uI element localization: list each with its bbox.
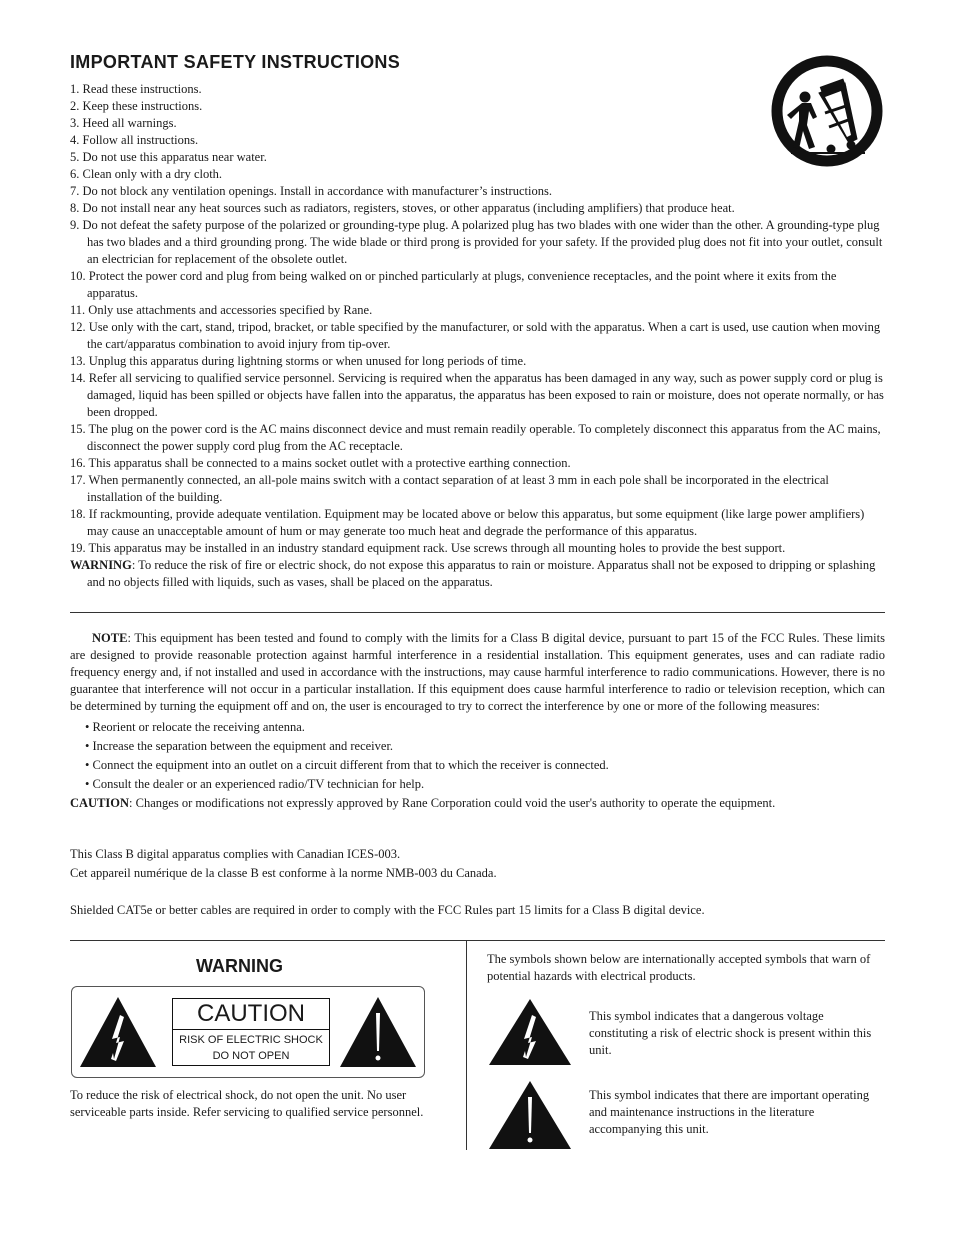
safety-instructions-list	[70, 81, 885, 591]
shielded-cable-notice: Shielded CAT5e or better cables are required in order to comply with the FCC Rules part 15 limits for a Class B digital device.	[70, 903, 705, 917]
column-divider	[466, 941, 467, 1150]
caution-title: CAUTION	[173, 999, 329, 1030]
voltage-symbol-text: This symbol indicates that a dangerous voltage constituting a risk of electric shock is present within this unit.	[589, 1009, 872, 1057]
list-item: 8. Do not install near any heat sources such as radiators, registers, stoves, or other apparatus (including amplifiers) that produce heat.	[70, 201, 735, 215]
list-item: 1. Read these instructions.	[70, 82, 202, 96]
warning-label: WARNING	[70, 558, 132, 572]
warning-text: : To reduce the risk of fire or electric shock, do not expose this apparatus to rain or moisture. Apparatus shall not be exposed to dripping or splashing and no objects filled with liquids, such as vases, shall be placed on the apparatus.	[87, 558, 876, 589]
list-item: • Reorient or relocate the receiving antenna.	[85, 720, 305, 734]
caution-label-box	[71, 986, 425, 1078]
safety-title: IMPORTANT SAFETY INSTRUCTIONS	[70, 52, 401, 72]
list-item: 5. Do not use this apparatus near water.	[70, 150, 267, 164]
list-item: 11. Only use attachments and accessories specified by Rane.	[70, 303, 373, 317]
note-text: : This equipment has been tested and found to comply with the limits for a Class B digital device, pursuant to part 15 of the FCC Rules. These limits are designed to provide reasonable protection against harmful interference in a residential installation. This equipment generates, uses and can radiate radio frequency energy and, if not installed and used in accordance with the instructions, may cause harmful interference to radio communications. However, there is no guarantee that interference will not occur in a particular installation. If this equipment does cause harmful interference to radio or television reception, which can be determined by turning the equipment off and on, the user is encouraged to try to correct the interference by one or more of the following measures:	[70, 631, 885, 713]
warning-item	[70, 557, 885, 591]
list-item: 12. Use only with the cart, stand, tripod, bracket, or table specified by the manufacturer, or sold with the apparatus. When a cart is used, use caution when moving the cart/apparatus combination to avoid injury from tip-over.	[70, 320, 881, 351]
list-item: 17. When permanently connected, an all-pole mains switch with a contact separation of at least 3 mm in each pole shall be incorporated in the electrical installation of the building.	[70, 473, 829, 504]
list-item: 15. The plug on the power cord is the AC mains disconnect device and must remain readily operable. To completely disconnect this apparatus from the AC mains, disconnect the power supply cord plug from the AC receptacle.	[70, 422, 881, 453]
caution-text: : Changes or modifications not expressly approved by Rane Corporation could void the user's authority to operate the equipment.	[129, 796, 776, 810]
list-item: 19. This apparatus may be installed in an industry standard equipment rack. Use screws through all mounting holes to provide the best support.	[70, 541, 786, 555]
list-item: 16. This apparatus shall be connected to a mains socket outlet with a protective earthing connection.	[70, 456, 571, 470]
list-item: • Consult the dealer or an experienced radio/TV technician for help.	[85, 777, 425, 791]
list-item: 2. Keep these instructions.	[70, 99, 203, 113]
caution-box	[172, 998, 330, 1066]
list-item: 9. Do not defeat the safety purpose of the polarized or grounding-type plug. A polarized plug has two blades with one wider than the other. A grounding-type plug has two blades and a third grounding prong. The wide blade or third prong is provided for your safety. If the provided plug does not fit into your outlet, consult an electrician for replacement of the obsolete outlet.	[70, 218, 883, 266]
fcc-notice	[70, 630, 885, 813]
electric-shock-bolt-icon	[78, 995, 158, 1069]
exclamation-triangle-icon	[338, 995, 418, 1069]
warning-heading: WARNING	[196, 956, 283, 976]
exclamation-triangle-icon	[487, 1079, 573, 1151]
list-item: 7. Do not block any ventilation openings. Install in accordance with manufacturer’s instructions.	[70, 184, 552, 198]
list-item: 14. Refer all servicing to qualified service personnel. Servicing is required when the apparatus has been damaged in any way, such as power supply cord or plug is damaged, liquid has been spilled or objects have fallen into the apparatus, the apparatus has been exposed to rain or moisture, does not operate normally, or has been dropped.	[70, 371, 884, 419]
divider	[70, 612, 885, 613]
canada-compliance-en: This Class B digital apparatus complies with Canadian ICES-003.	[70, 847, 401, 861]
list-item: 18. If rackmounting, provide adequate ventilation. Equipment may be located above or below this apparatus, but some equipment (like large power amplifiers) may cause an unacceptable amount of hum or may generate too much heat and degrade the performance of this apparatus.	[70, 507, 865, 538]
list-item: 3. Heed all warnings.	[70, 116, 177, 130]
caution-label: CAUTION	[70, 796, 130, 810]
symbols-intro: The symbols shown below are internationally accepted symbols that warn of potential hazards with electrical products.	[487, 952, 871, 983]
list-item: • Connect the equipment into an outlet on a circuit different from that to which the receiver is connected.	[85, 758, 609, 772]
caution-line-1: RISK OF ELECTRIC SHOCK	[179, 1034, 323, 1046]
list-item: 6. Clean only with a dry cloth.	[70, 167, 223, 181]
exclamation-symbol-text: This symbol indicates that there are important operating and maintenance instructions in the literature accompanying this unit.	[589, 1088, 870, 1136]
list-item: 13. Unplug this apparatus during lightning storms or when unused for long periods of time.	[70, 354, 527, 368]
list-item: 10. Protect the power cord and plug from being walked on or pinched particularly at plugs, convenience receptacles, and the point where it exits from the apparatus.	[70, 269, 837, 300]
list-item: 4. Follow all instructions.	[70, 133, 199, 147]
divider	[70, 940, 885, 941]
note-label: NOTE	[92, 631, 128, 645]
electric-shock-bolt-icon	[487, 997, 573, 1067]
canada-compliance-fr: Cet appareil numérique de la classe B est conforme à la norme NMB-003 du Canada.	[70, 866, 497, 880]
list-item: • Increase the separation between the equipment and receiver.	[85, 739, 394, 753]
caution-line-2: DO NOT OPEN	[212, 1050, 290, 1062]
warning-box-text: To reduce the risk of electrical shock, do not open the unit. No user serviceable parts inside. Refer servicing to qualified service personnel.	[70, 1088, 424, 1119]
